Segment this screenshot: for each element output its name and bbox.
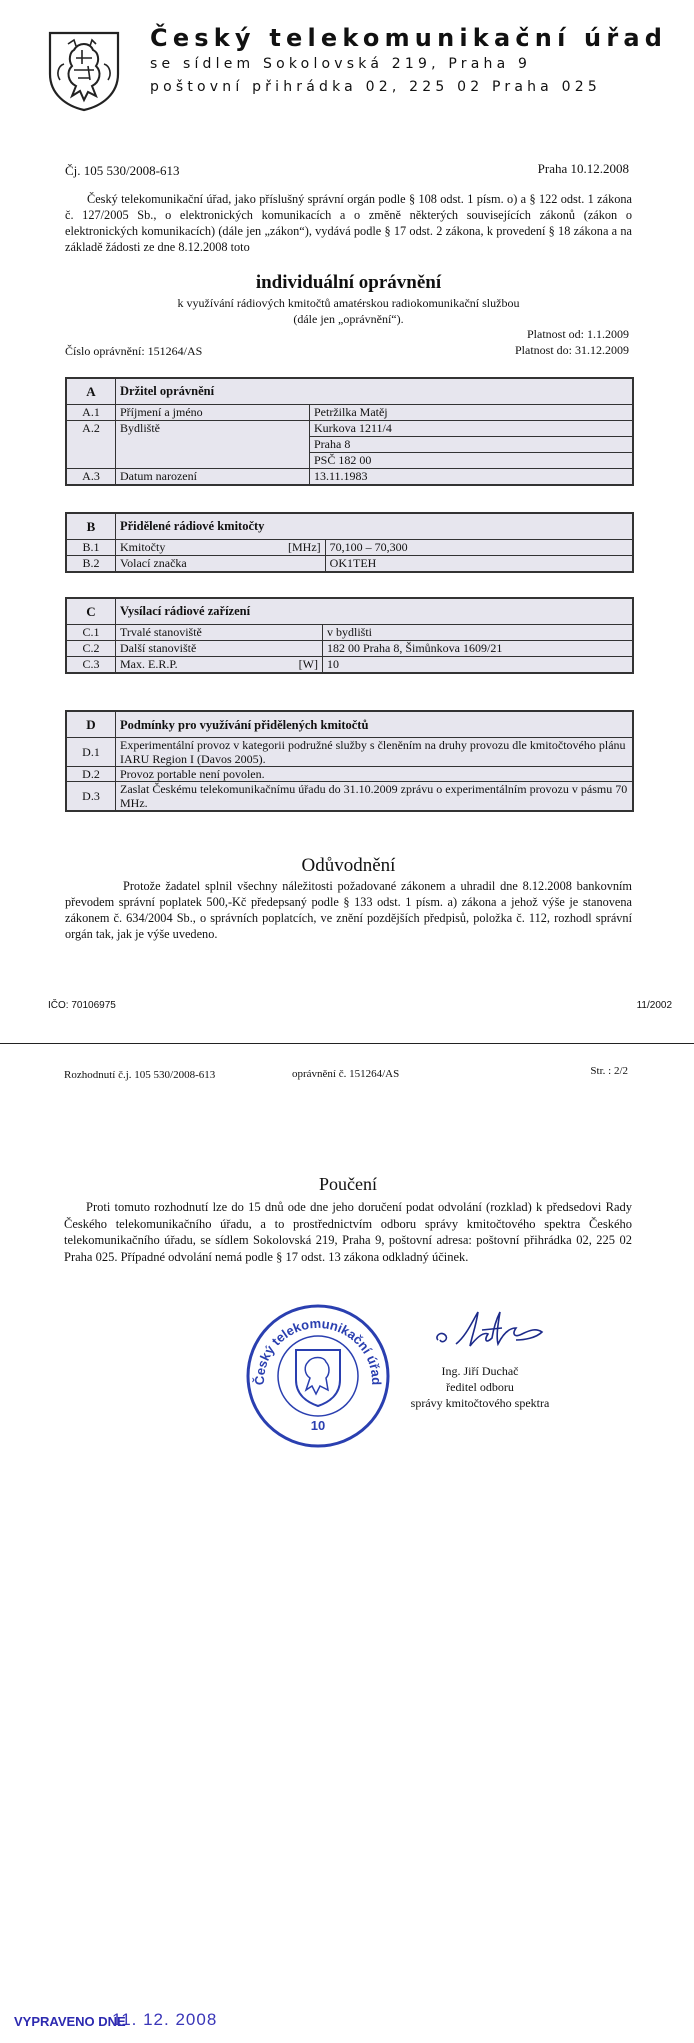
row-id: A.3 xyxy=(67,469,116,485)
row-id: D.2 xyxy=(67,767,116,782)
permit-number: Číslo oprávnění: 151264/AS xyxy=(65,344,203,358)
reasoning-title: Odůvodnění xyxy=(301,855,396,876)
document-subtitle: k využívání rádiových kmitočtů amatérskou radiokomunikační službou xyxy=(177,296,520,310)
row-label: Max. E.R.P. xyxy=(116,657,293,673)
section-c-equipment xyxy=(65,597,634,674)
address-city: Praha 8 xyxy=(310,437,633,453)
section-a-holder xyxy=(65,377,634,486)
row-id: B.2 xyxy=(67,556,116,572)
section-title: Přidělené rádiové kmitočty xyxy=(116,514,633,540)
stamp-text: Český telekomunikační úřad xyxy=(251,1315,385,1386)
address-street: Kurkova 1211/4 xyxy=(310,421,633,437)
document-subtitle-note: (dále jen „oprávnění“). xyxy=(293,312,404,326)
page-2 xyxy=(0,1044,694,2043)
signer-department: správy kmitočtového spektra xyxy=(410,1396,550,1410)
authority-title: Český telekomunikační úřad xyxy=(150,24,668,52)
dispatch-label: VYPRAVENO DNE xyxy=(14,2014,126,2029)
row-label: Kmitočty xyxy=(116,540,285,556)
section-title: Držitel oprávnění xyxy=(116,379,633,405)
row-id: B.1 xyxy=(67,540,116,556)
holder-name: Petržilka Matěj xyxy=(310,405,633,421)
condition-text: Experimentální provoz v kategorii podružné služby s členěním na druhy provozu dle kmitočtového plánu IARU Region I (Davos 2005). xyxy=(116,738,633,767)
permanent-site: v bydlišti xyxy=(323,625,633,641)
row-id: C.3 xyxy=(67,657,116,673)
row-label: Volací značka xyxy=(116,556,326,572)
frequency-range: 70,100 – 70,300 xyxy=(325,540,632,556)
condition-text: Zaslat Českému telekomunikačnímu úřadu do 31.10.2009 zprávu o experimentálním provozu v pásmu 70 MHz. xyxy=(116,782,633,811)
section-title: Podmínky pro využívání přidělených kmitočtů xyxy=(116,712,633,738)
stamp-number: 10 xyxy=(310,1418,326,1433)
signer-role: ředitel odboru xyxy=(446,1380,514,1394)
footer-ico: IČO: 70106975 xyxy=(48,1000,116,1011)
section-letter: D xyxy=(67,712,116,738)
condition-text: Provoz portable není povolen. xyxy=(116,767,633,782)
row-unit: [W] xyxy=(292,657,323,673)
valid-to: Platnost do: 31.12.2009 xyxy=(514,343,629,357)
row-label: Bydliště xyxy=(116,421,310,469)
instruction-title: Poučení xyxy=(319,1174,377,1194)
address-postcode: PSČ 182 00 xyxy=(310,453,633,469)
row-label: Příjmení a jméno xyxy=(116,405,310,421)
place-and-date: Praha 10.12.2008 xyxy=(537,161,629,176)
section-letter: B xyxy=(67,514,116,540)
dispatch-date: 11. 12. 2008 xyxy=(112,2010,218,2029)
official-stamp-icon xyxy=(242,1300,394,1450)
row-label: Trvalé stanoviště xyxy=(116,625,293,641)
row-id: D.3 xyxy=(67,782,116,811)
reasoning-paragraph: Protože žadatel splnil všechny náležitosti požadované zákonem a uhradil dne 8.12.2008 bankovním převodem správní poplatek 500,-Kč předepsaný podle § 133 odst. 1 písm. a) zákona a jehož výše je stanovena zákonem č. 634/2004 Sb., o správních poplatcích, ve znění pozdějších předpisů, položka č. 112, rozhodl správní orgán tak, jak je výše uvedeno. xyxy=(65,879,632,941)
page2-permit-ref: oprávnění č. 151264/AS xyxy=(292,1068,400,1080)
row-id: C.2 xyxy=(67,641,116,657)
page2-decision-ref: Rozhodnutí č.j. 105 530/2008-613 xyxy=(64,1069,216,1081)
row-unit: [MHz] xyxy=(284,540,325,556)
birth-date: 13.11.1983 xyxy=(310,469,633,485)
other-site: 182 00 Praha 8, Šimůnkova 1609/21 xyxy=(323,641,633,657)
row-label: Datum narození xyxy=(116,469,310,485)
row-id: A.2 xyxy=(67,421,116,469)
reference-number: Čj. 105 530/2008-613 xyxy=(65,163,180,178)
document-title: individuální oprávnění xyxy=(255,272,442,293)
footer-form-code: 11/2002 xyxy=(636,1000,672,1011)
coat-of-arms-icon xyxy=(46,30,122,112)
section-letter: C xyxy=(67,599,116,625)
section-d-conditions xyxy=(65,710,634,812)
row-id: A.1 xyxy=(67,405,116,421)
valid-from: Platnost od: 1.1.2009 xyxy=(526,327,629,341)
intro-paragraph: Český telekomunikační úřad, jako příslušný správní orgán podle § 108 odst. 1 písm. o) a § 122 odst. 1 zákona č. 127/2005 Sb., o elektronických komunikacích a o změně některých souvisejících zákonů (zákon o elektronických komunikacích) (dále jen „zákon“), vydává podle § 17 odst. 2 zákona, k provedení § 18 zákona a na základě žádosti ze dne 8.12.2008 toto xyxy=(65,192,632,254)
call-sign: OK1TEH xyxy=(325,556,632,572)
row-label: Další stanoviště xyxy=(116,641,323,657)
signature-icon xyxy=(432,1306,552,1356)
instruction-paragraph: Proti tomuto rozhodnutí lze do 15 dnů ode dne jeho doručení podat odvolání (rozklad) k předsedovi Rady Českého telekomunikačního úřadu, a to prostřednictvím odboru správy kmitočtového spektra Českého telekomunikačního úřadu, se sídlem Sokolovská 219, Praha 9, poštovní adresa: poštovní přihrádka 02, 225 02 Praha 025. Případné odvolání nemá podle § 17 odst. 13 zákona odkladný účinek. xyxy=(64,1200,632,1264)
signer-name: Ing. Jiří Duchač xyxy=(441,1364,519,1378)
row-id: D.1 xyxy=(67,738,116,767)
page-number: Str. : 2/2 xyxy=(590,1065,628,1077)
section-title: Vysílací rádiové zařízení xyxy=(116,599,633,625)
authority-address-line-1: se sídlem Sokolovská 219, Praha 9 xyxy=(150,56,532,72)
row-id: C.1 xyxy=(67,625,116,641)
max-erp: 10 xyxy=(323,657,633,673)
section-letter: A xyxy=(67,379,116,405)
section-b-frequencies xyxy=(65,512,634,573)
authority-address-line-2: poštovní přihrádka 02, 225 02 Praha 025 xyxy=(150,79,601,95)
